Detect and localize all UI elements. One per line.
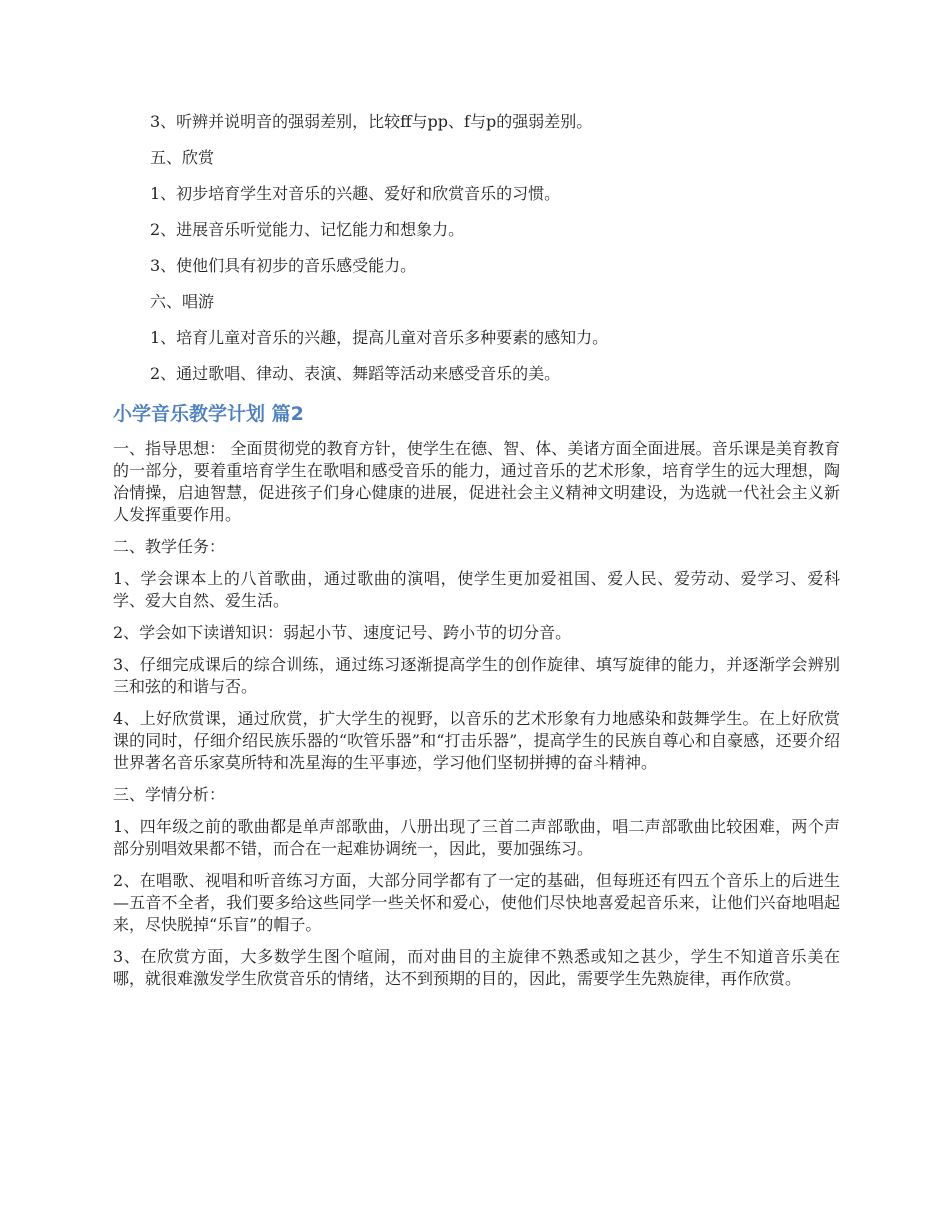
paragraph: 一、指导思想： 全面贯彻党的教育方针，使学生在德、智、体、美诸方面全面进展。音乐课是美育教育的一部分，要着重培育学生在歌唱和感受音乐的能力，通过音乐的艺术形象，培育学生的远大理想，陶冶情操，启迪智慧，促进孩子们身心健康的进展，促进社会主义精神文明建设，为选就一代社会主义新人发挥重要作用。	[113, 439, 840, 524]
section-body	[113, 438, 840, 1000]
paragraph: 2、学会如下读谱知识：弱起小节、速度记号、跨小节的切分音。	[113, 623, 572, 642]
list-item: 3、听辨并说明音的强弱差别，比较ff与pp、f与p的强弱差别。	[150, 112, 593, 131]
list-item: 1、培育儿童对音乐的兴趣，提高儿童对音乐多种要素的感知力。	[150, 328, 609, 347]
paragraph-heading: 二、教学任务：	[113, 537, 226, 556]
list-item: 1、初步培育学生对音乐的兴趣、爱好和欣赏音乐的习惯。	[150, 184, 561, 203]
subheading: 五、欣赏	[150, 148, 215, 167]
paragraph: 4、上好欣赏课，通过欣赏，扩大学生的视野，以音乐的艺术形象有力地感染和鼓舞学生。在上好欣赏课的同时，仔细介绍民族乐器的“吹管乐器”和“打击乐器”，提高学生的民族自尊心和自豪感，还要介绍世界著名音乐家莫所特和冼星海的生平事迹，学习他们坚韧拼搏的奋斗精神。	[113, 709, 840, 772]
paragraph: 3、仔细完成课后的综合训练，通过练习逐渐提高学生的创作旋律、填写旋律的能力，并逐渐学会辨别三和弦的和谐与否。	[113, 655, 840, 696]
subheading: 六、唱游	[150, 292, 215, 311]
paragraph-heading: 三、学情分析：	[113, 785, 226, 804]
section-title: 小学音乐教学计划 篇2	[113, 403, 304, 425]
paragraph: 1、四年级之前的歌曲都是单声部歌曲，八册出现了三首二声部歌曲，唱二声部歌曲比较困难，两个声部分别唱效果都不错，而合在一起难协调统一，因此，要加强练习。	[113, 817, 840, 858]
list-item: 2、进展音乐听觉能力、记忆能力和想象力。	[150, 220, 465, 239]
paragraph: 1、学会课本上的八首歌曲，通过歌曲的演唱，使学生更加爱祖国、爱人民、爱劳动、爱学习、爱科学、爱大自然、爱生活。	[113, 569, 840, 610]
list-item: 2、通过歌唱、律动、表演、舞蹈等活动来感受音乐的美。	[150, 364, 561, 383]
continued-list	[150, 112, 850, 400]
list-item: 3、使他们具有初步的音乐感受能力。	[150, 256, 417, 275]
paragraph: 2、在唱歌、视唱和听音练习方面，大部分同学都有了一定的基础，但每班还有四五个音乐上的后进生—五音不全者，我们要多给这些同学一些关怀和爱心，使他们尽快地喜爱起音乐来，让他们兴奋地唱起来，尽快脱掉“乐盲”的帽子。	[113, 871, 840, 934]
paragraph: 3、在欣赏方面，大多数学生图个喧闹，而对曲目的主旋律不熟悉或知之甚少，学生不知道音乐美在哪，就很难激发学生欣赏音乐的情绪，达不到预期的目的，因此，需要学生先熟旋律，再作欣赏。	[113, 947, 840, 988]
